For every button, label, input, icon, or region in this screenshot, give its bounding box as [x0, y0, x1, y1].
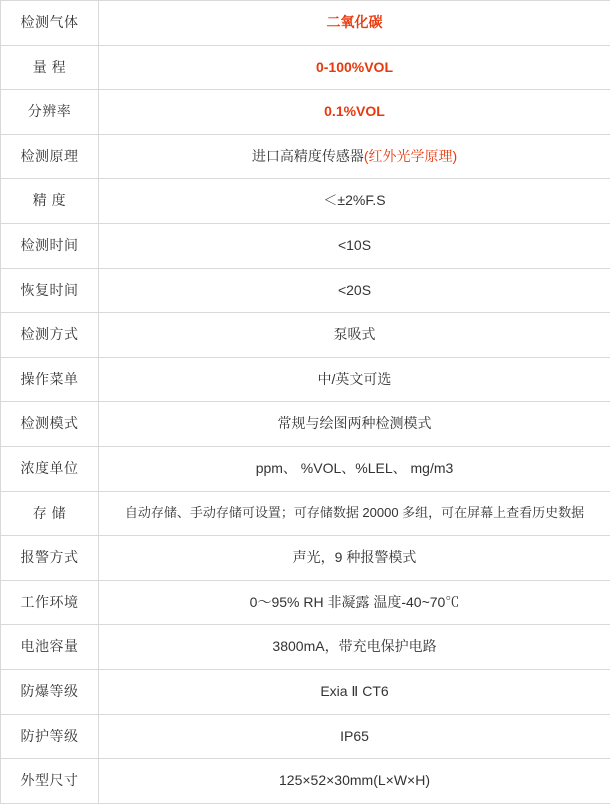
spec-value: <10S [99, 223, 610, 268]
table-row [1, 90, 610, 135]
table-row [1, 179, 610, 224]
spec-value [99, 134, 610, 179]
spec-label: 操作菜单 [1, 357, 99, 402]
table-row [1, 491, 610, 536]
spec-value: 0.1%VOL [99, 90, 610, 135]
table-row [1, 714, 610, 759]
table-row [1, 580, 610, 625]
spec-label: 量 程 [1, 45, 99, 90]
spec-label: 电池容量 [1, 625, 99, 670]
spec-value: 中/英文可选 [99, 357, 610, 402]
spec-value-accent: (红外光学原理) [364, 148, 457, 164]
specifications-table-body [1, 1, 610, 804]
spec-value: 0～95% RH 非凝露 温度-40~70℃ [99, 580, 610, 625]
table-row [1, 402, 610, 447]
spec-label: 防护等级 [1, 714, 99, 759]
spec-label: 检测模式 [1, 402, 99, 447]
spec-label: 分辨率 [1, 90, 99, 135]
spec-label: 浓度单位 [1, 446, 99, 491]
table-row [1, 536, 610, 581]
table-row [1, 313, 610, 358]
spec-value: 125×52×30mm(L×W×H) [99, 759, 610, 804]
spec-value: ppm、 %VOL、%LEL、 mg/m3 [99, 446, 610, 491]
table-row [1, 446, 610, 491]
spec-label: 外型尺寸 [1, 759, 99, 804]
spec-value: IP65 [99, 714, 610, 759]
spec-value: 常规与绘图两种检测模式 [99, 402, 610, 447]
spec-value: 0-100%VOL [99, 45, 610, 90]
spec-label: 检测时间 [1, 223, 99, 268]
table-row [1, 759, 610, 804]
table-row [1, 1, 610, 46]
spec-label: 报警方式 [1, 536, 99, 581]
spec-label: 防爆等级 [1, 669, 99, 714]
spec-label: 检测原理 [1, 134, 99, 179]
spec-label: 检测方式 [1, 313, 99, 358]
spec-value: 3800mA，带充电保护电路 [99, 625, 610, 670]
table-row [1, 268, 610, 313]
table-row [1, 357, 610, 402]
spec-value: 二氧化碳 [99, 1, 610, 46]
table-row [1, 625, 610, 670]
spec-value: 自动存储、手动存储可设置；可存储数据 20000 多组，可在屏幕上查看历史数据 [99, 491, 610, 536]
spec-value-main: 进口高精度传感器 [252, 148, 364, 164]
table-row [1, 223, 610, 268]
table-row [1, 45, 610, 90]
spec-value: ＜±2%F.S [99, 179, 610, 224]
spec-label: 精 度 [1, 179, 99, 224]
spec-value: Exia Ⅱ CT6 [99, 669, 610, 714]
table-row [1, 134, 610, 179]
spec-label: 工作环境 [1, 580, 99, 625]
spec-label: 存 储 [1, 491, 99, 536]
spec-value: 声光，9 种报警模式 [99, 536, 610, 581]
spec-label: 检测气体 [1, 1, 99, 46]
spec-label: 恢复时间 [1, 268, 99, 313]
table-row [1, 669, 610, 714]
spec-value: 泵吸式 [99, 313, 610, 358]
spec-value: <20S [99, 268, 610, 313]
